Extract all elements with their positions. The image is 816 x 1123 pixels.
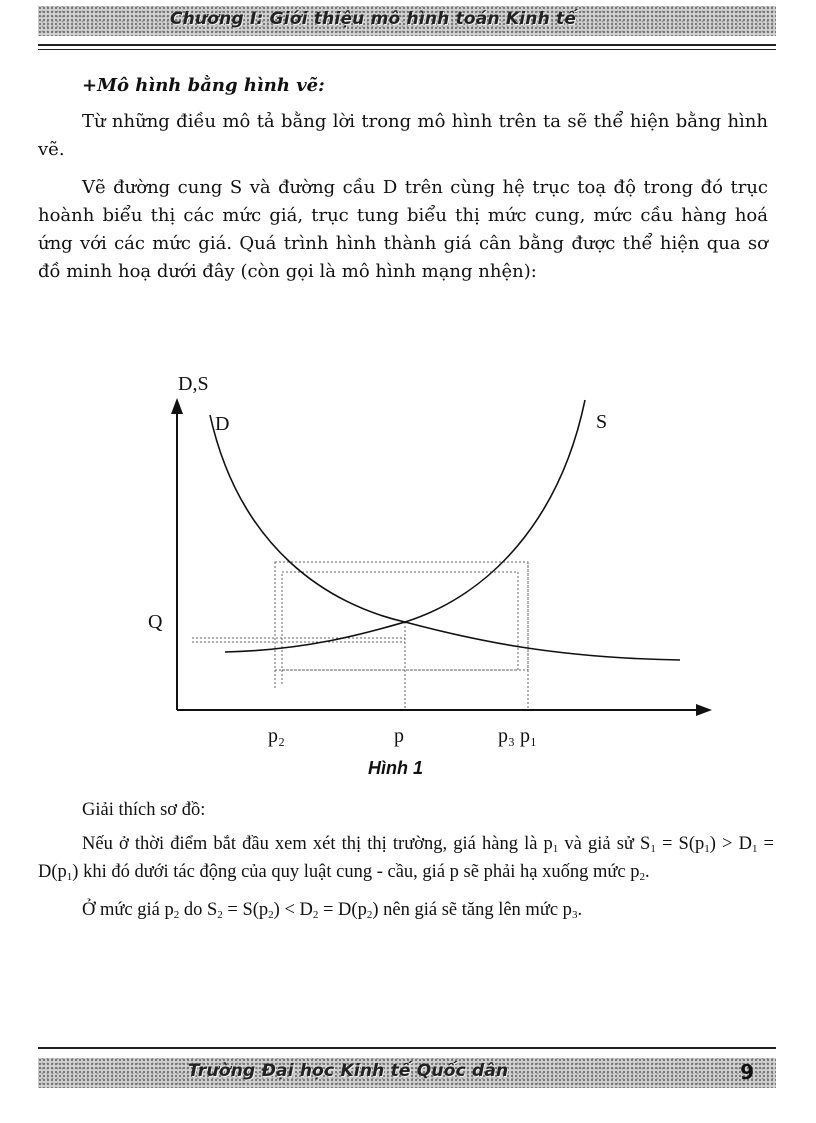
header-rule	[38, 44, 776, 46]
section-heading: +Mô hình bằng hình vẽ:	[82, 75, 325, 96]
chapter-title: Chương I: Giới thiệu mô hình toán Kinh tế	[170, 9, 577, 29]
explanation-text	[38, 796, 774, 924]
header-rule-thin	[38, 49, 776, 50]
header-band	[38, 6, 776, 36]
explanation-para-a: Nếu ở thời điểm bắt đầu xem xét thị thị trường, giá hàng là $p_1$ và giả sử $S_1 = S(p_1) > D_1 = D(p_1)$ khi đó dưới tác động của quy luật cung - cầu, giá p sẽ phải hạ xuống mức $p_2$.	[38, 834, 774, 883]
figure-caption: Hình 1	[368, 758, 424, 778]
supply-curve	[225, 400, 585, 652]
x-tick-p: p	[394, 725, 404, 747]
y-tick-q: Q	[148, 611, 163, 633]
footer-rule	[38, 1047, 776, 1049]
x-axis-arrow-icon	[696, 704, 712, 716]
paragraph-2: Vẽ đường cung S và đường cầu D trên cùng hệ trục toạ độ trong đó trục hoành biểu thị các mức giá, trục tung biểu thị mức cung, mức cầu hàng hoá ứng với các mức giá. Quá trình hình thành giá cân bằng được thể hiện qua sơ đồ minh hoạ dưới đây (còn gọi là mô hình mạng nhện):	[38, 177, 768, 282]
page-number: 9	[740, 1060, 754, 1084]
supply-label: S	[596, 411, 608, 433]
y-axis-arrow-icon	[171, 398, 183, 414]
cobweb-rect-outer	[275, 562, 528, 670]
supply-demand-chart	[130, 360, 730, 790]
x-tick-p2: p₂	[268, 725, 285, 747]
y-axis-label: D,S	[178, 373, 209, 395]
footer-band	[38, 1058, 776, 1088]
demand-curve	[210, 415, 680, 660]
paragraph-1: Từ những điều mô tả bằng lời trong mô hình trên ta sẽ thể hiện bằng hình vẽ.	[38, 111, 768, 160]
demand-label: D	[215, 413, 230, 435]
explanation-para-b: Ở mức giá $p_2$ do $S_2 = S(p_2) < D_2 = D(p_2)$ nên giá sẽ tăng lên mức $p_3$.	[82, 900, 583, 921]
x-tick-p3-p1: p₃ p₁	[498, 725, 537, 747]
school-name: Trường Đại học Kinh tế Quốc dân	[188, 1061, 509, 1081]
section-text	[38, 72, 768, 286]
explanation-heading: Giải thích sơ đồ:	[82, 800, 206, 820]
